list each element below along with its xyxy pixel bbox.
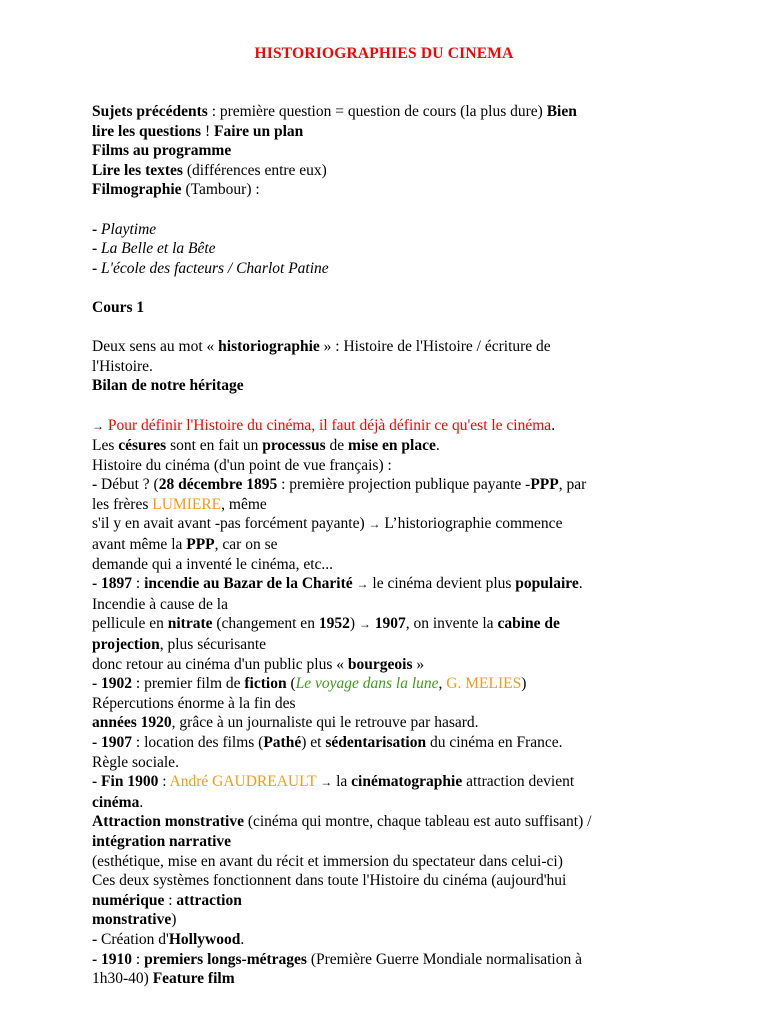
film-title: L'école des facteurs / Charlot Patine [101,259,329,277]
text: pellicule en [92,615,168,633]
paragraph-line [92,713,692,733]
text: , on invente la [405,615,498,633]
spacer [92,200,692,220]
paragraph-line [92,514,692,535]
text: Début ? ( [101,476,159,494]
text: donc retour au cinéma d'un public plus « [92,655,348,673]
dash-bullet: - [92,240,98,258]
arrow-icon: → [356,577,369,592]
text: s'il y en avait avant -pas forcément payante) [92,515,369,533]
paragraph-line [92,495,692,515]
paragraph-line: Ces deux systèmes fonctionnent dans toute l'Histoire du cinéma (aujourd'hui [92,872,567,890]
bold-text: Hollywood [168,930,241,948]
paragraph-line [92,535,692,555]
text: du cinéma en France. [426,734,563,751]
text: Les [92,437,119,455]
paragraph-line [92,891,692,911]
paragraph-line [92,969,692,989]
bold-text: numérique [92,891,165,909]
bold-text: Sujets précédents [92,103,208,120]
text: ) [521,675,527,693]
bold-text: 1907 [101,734,133,751]
name-highlight: André GAUDREAULT [169,773,317,791]
bold-text: premiers longs-métrages [144,950,307,968]
arrow-icon: → [368,517,381,532]
paragraph-line: (esthétique, mise en avant du récit et immersion du spectateur dans celui-ci) [92,852,563,870]
dash-bullet: - [92,734,98,751]
text: : première question = question de cours (la plus dure) [207,103,547,120]
bold-text: cabine de [497,615,560,633]
bold-text: historiographie [218,338,320,356]
paragraph-line [92,655,692,675]
text: , même [221,495,267,513]
film-title: La Belle et la Bête [101,240,216,258]
paragraph-line [92,910,692,930]
bold-text: 28 décembre 1895 [158,476,278,494]
bold-text: Bien [546,103,577,120]
dash-bullet: - [92,675,98,693]
text: (différences entre eux) [182,161,327,179]
paragraph-line [92,436,692,456]
text: : [158,773,170,791]
paragraph-line [92,772,692,793]
paragraph-line [92,337,692,357]
paragraph-line: Incendie à cause de la [92,595,228,613]
paragraph-line [92,930,692,950]
document-title: HISTORIOGRAPHIES DU CINEMA [254,45,514,62]
film-item [92,220,692,240]
name-highlight: G. MELIES [446,675,522,693]
intro-line [92,102,692,122]
bold-text: sédentarisation [325,734,427,751]
text: : [132,575,145,593]
text: ( [286,675,296,693]
bold-text: attraction [176,891,242,909]
dash-bullet: - [92,950,98,968]
paragraph-line [92,812,692,832]
text: » [412,655,425,673]
subheading: Bilan de notre héritage [92,377,244,395]
dash-bullet: - [92,220,98,238]
paragraph-line [92,950,692,970]
bold-text: PPP [530,476,559,494]
spacer [92,278,692,298]
bold-text: 1907 [374,615,406,633]
text: (cinéma qui montre, chaque tableau est auto suffisant) / [243,813,592,831]
spacer [92,318,692,338]
paragraph-line: Histoire du cinéma (d'un point de vue français) : [92,456,392,474]
text: : premier film de [132,675,245,693]
spacer [92,396,692,416]
paragraph-line [92,635,692,655]
text: . [435,437,440,455]
document-body [92,102,692,989]
paragraph-line: intégration narrative [92,832,232,850]
text: Création d' [101,930,169,948]
text: le cinéma devient plus [368,575,516,593]
text: ) [171,911,177,929]
arrow-icon: → [320,775,333,790]
text: (changement en [212,615,319,633]
bold-text: 1902 [101,675,133,693]
bold-text: 1897 [101,575,133,593]
intro-line [92,180,692,200]
text: avant même la [92,536,187,554]
dash-bullet: - [92,930,98,948]
text: : [164,891,177,909]
paragraph-line: → Pour définir l'Histoire du cinéma, il faut déjà définir ce qu'est le cinéma. [92,416,556,434]
paragraph-line: Répercutions énorme à la fin des [92,694,296,712]
text: ) [349,615,359,633]
paragraph-line: demande qui a inventé le cinéma, etc... [92,555,334,573]
text: la [332,773,352,791]
dash-bullet: - [92,773,98,791]
paragraph-line [92,574,692,595]
paragraph-line [92,733,692,753]
text: : première projection publique payante - [277,476,531,494]
paragraph-line [92,793,692,813]
bold-text: nitrate [167,615,213,633]
text: sont en fait un [166,437,263,455]
bold-text: PPP [186,536,215,554]
bold-text: Faire un plan [214,122,304,140]
bold-text: monstrative [92,911,172,929]
bold-text: Filmographie [92,181,182,199]
text: , [438,675,447,693]
paragraph-line [92,475,692,495]
text: . [240,930,245,948]
bold-text: fiction [244,675,287,693]
bold-text: bourgeois [347,655,413,673]
bold-text: Lire les textes [92,161,183,179]
text: ! [201,122,215,140]
bold-text: 1910 [101,950,133,968]
arrow-icon: → [358,617,371,632]
bold-text: années 1920 [92,714,172,732]
bold-text: cinéma [92,793,140,811]
text: (Première Guerre Mondiale normalisation à [306,950,582,968]
bold-text: césures [118,437,167,455]
intro-line [92,161,692,181]
text: 1h30-40) [92,970,153,988]
film-item [92,259,692,279]
bold-text: cinématographie [351,773,463,791]
dash-bullet: - [92,259,98,277]
bold-text: incendie au Bazar de la Charité [144,575,353,593]
bold-text: populaire [515,575,579,593]
bold-text: Pathé [263,734,302,751]
text: . [139,793,144,811]
intro-line [92,122,692,142]
text: Deux sens au mot « [92,338,219,356]
text: L’historiographie commence [380,515,563,533]
arrow-icon: → [92,418,104,433]
bold-text: 1952 [318,615,350,633]
paragraph-line [92,614,692,635]
text: les frères [92,495,153,513]
text: : location des films ( [132,734,264,751]
film-title: Playtime [101,220,157,238]
bold-text: Fin 1900 [101,773,159,791]
text: , par [558,476,587,494]
text: , car on se [214,536,278,554]
text: , plus sécurisante [159,636,267,654]
paragraph-line [92,674,692,694]
bold-text: Feature film [152,970,235,988]
bold-text: processus [262,437,326,455]
text: (Tambour) : [181,181,260,199]
film-highlight: Le voyage dans la lune [295,675,439,693]
bold-text: lire les questions [92,122,202,140]
text: ) et [301,734,326,751]
name-highlight: LUMIERE [152,495,222,513]
bold-text: mise en place [348,437,436,455]
section-heading: Cours 1 [92,298,145,316]
film-item [92,239,692,259]
text: , grâce à un journaliste qui le retrouve par hasard. [171,714,479,732]
text: de [325,437,349,455]
text: . [578,575,583,593]
intro-line: Films au programme [92,142,232,160]
paragraph-line: Règle sociale. [92,753,179,771]
highlight-text: Pour définir l'Histoire du cinéma, il faut déjà définir ce qu'est le cinéma [107,416,552,434]
dash-bullet: - [92,575,98,593]
text: » : Histoire de l'Histoire / écriture de [319,338,551,356]
bold-text: projection [92,636,160,654]
text: : [132,950,145,968]
bold-text: Attraction monstrative [92,813,244,831]
text: attraction devient [462,773,575,791]
dash-bullet: - [92,476,98,494]
paragraph-line: l'Histoire. [92,357,153,375]
